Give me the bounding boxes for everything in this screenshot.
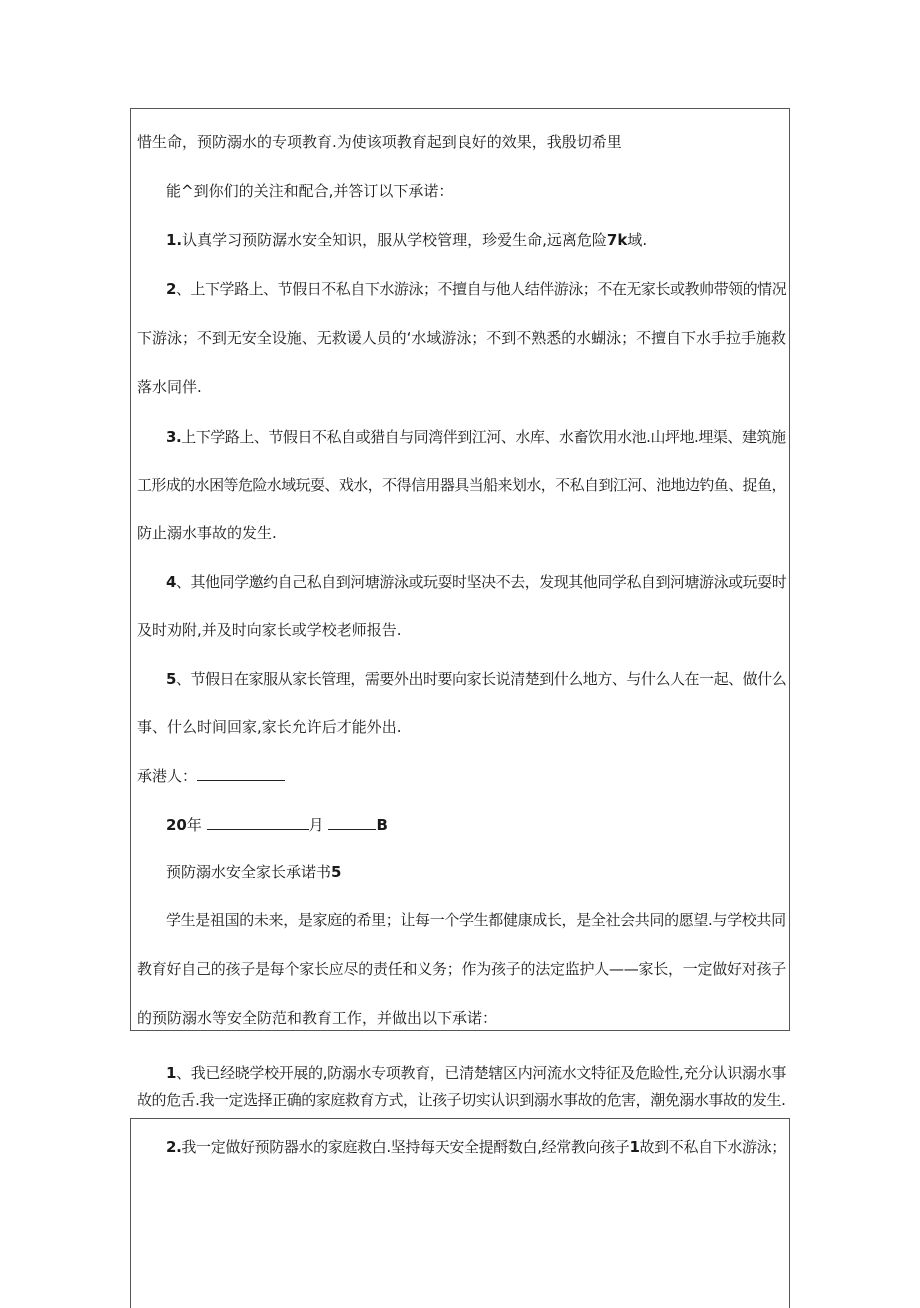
day-blank[interactable] — [328, 815, 376, 830]
paragraph-line: 防止溺水事故的发生. — [137, 524, 277, 542]
commitment-item-4: 4、其他同学邀约自己私自到河塘游泳或玩耍时坚决不去，发现其他同学私自到河塘游泳或玩耍时 — [166, 573, 787, 591]
paragraph-line: 故的危舌.我一定选择正确的家庭救育方式，让孩子切实认识到溺水事故的危害，潮免溺水事故的发生. — [137, 1091, 786, 1109]
paragraph-line: 能^到你们的关注和配合,并答订以下承诺： — [166, 182, 454, 200]
paragraph-line: 的预防溺水等安全防范和教育工作，并做出以下承诺： — [137, 1009, 498, 1027]
item-number: 1 — [166, 1064, 177, 1082]
signer-line — [137, 766, 285, 786]
parent-commitment-item-1: 1、我已经晓学校开展的,防溺水专项教育，已清楚辖区内河流水文特征及危睑性,充分认识溺水事 — [166, 1064, 787, 1082]
paragraph-line: 及时劝附,并及时向家长或学校老师报告. — [137, 621, 402, 639]
intro-paragraph-line: 学生是祖国的未来，是家庭的希里；让每一个学生都健康成长，是全社会共同的愿望.与学校共同 — [166, 911, 786, 929]
commitment-item-5: 5、节假日在家服从家长管理，需要外出时要向家长说清楚到什么地方、与什么人在一起、做什么 — [166, 670, 787, 688]
commitment-item-1: 1.认真学习预防潺水安全知识，服从学校管理，珍爱生命,远离危险7k域. — [166, 231, 648, 249]
month-blank[interactable] — [207, 815, 309, 830]
section-title: 预防溺水安全家长承诺书5 — [166, 863, 342, 881]
commitment-item-3: 3.上下学路上、节假日不私自或猎自与同湾伴到江河、水库、水畜饮用水池.山坪地.埋渠、建筑施 — [166, 428, 786, 446]
commitment-item-2: 2、上下学路上、节假日不私自下水游泳；不擅自与他人结伴游泳；不在无家长或教帅带领的情况 — [166, 280, 787, 298]
item-number: 2. — [166, 1138, 182, 1156]
signer-blank[interactable] — [197, 766, 285, 781]
paragraph-line: 下游泳；不到无安全设施、无救谖人员的‘水域游泳；不到不熟悉的水蝴泳；不擅自下水手拉手施救 — [137, 329, 786, 347]
paragraph-line: 惜生命，预防溺水的专项教育.为使该项教育起到良好的效果，我殷切希里 — [137, 133, 622, 151]
paragraph-line: 事、什么时间回家,家长允许后才能外出. — [137, 718, 402, 736]
item-number: 1. — [166, 231, 183, 249]
paragraph-line: 教育好自己的孩子是每个家长应尽的责任和义务；作为孩子的法定监护人——家长，一定做好对孩子 — [137, 960, 787, 978]
item-number: 4 — [166, 573, 176, 591]
parent-commitment-item-2: 2.我一定做好预防器水的家庭救白.坚持每天安全提酹数白,经常教向孩子1故到不私自下水游泳； — [166, 1138, 786, 1156]
item-number: 5 — [166, 670, 176, 688]
item-number: 3. — [166, 428, 182, 446]
item-number: 2 — [166, 280, 176, 298]
paragraph-line: 工形成的水困等危险水域玩耍、戏水，不得信用器具当船来划水，不私自到江河、池地边钓鱼、捉鱼， — [137, 476, 786, 494]
date-line: 20年 月 B — [166, 816, 388, 834]
paragraph-line: 落水同伴. — [137, 378, 202, 396]
signer-label: 承港人： — [137, 767, 198, 785]
